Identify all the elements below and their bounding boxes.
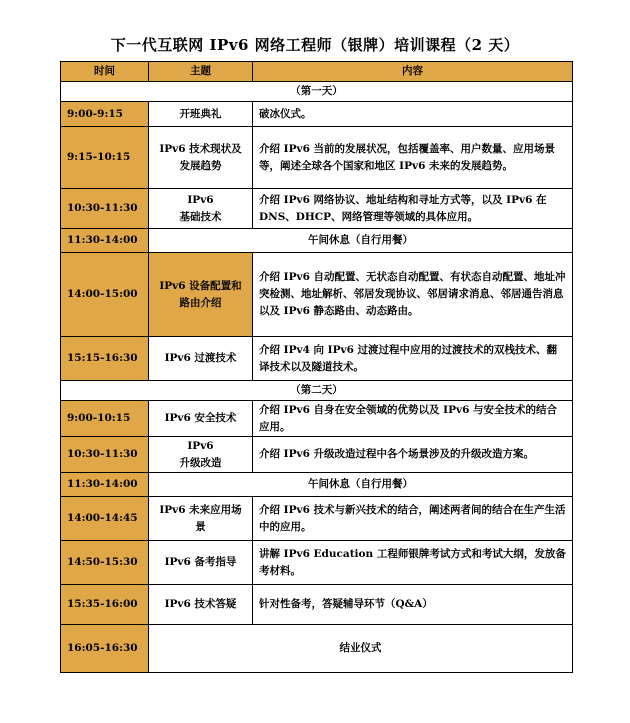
table-row xyxy=(61,189,573,229)
topic-cell: IPv6 技术现状及发展趋势 xyxy=(149,127,253,189)
topic-cell: 开班典礼 xyxy=(149,102,253,127)
schedule-table xyxy=(60,61,573,673)
page-title: 下一代互联网 IPv6 网络工程师（银牌）培训课程（2 天） xyxy=(110,36,520,54)
table-row xyxy=(61,401,573,437)
time-cell: 10:30-11:30 xyxy=(61,437,149,473)
table-row xyxy=(61,127,573,189)
topic-cell: IPv6 技术答疑 xyxy=(149,585,253,625)
closing-row xyxy=(61,625,573,673)
time-cell: 16:05-16:30 xyxy=(61,625,149,673)
content-cell: 介绍 IPv6 自身在安全领域的优势以及 IPv6 与安全技术的结合应用。 xyxy=(253,401,573,437)
content-cell: 介绍 IPv6 自动配置、无状态自动配置、有状态自动配置、地址冲突检测、地址解析、邻居发现协议、邻居请求消息、邻居通告消息以及 IPv6 静态路由、动态路由。 xyxy=(253,253,573,337)
closing-label: 结业仪式 xyxy=(149,625,573,673)
content-cell: 介绍 IPv4 向 IPv6 过渡过程中应用的过渡技术的双栈技术、翻译技术以及隧道技术。 xyxy=(253,337,573,381)
time-cell: 14:50-15:30 xyxy=(61,541,149,585)
header-time: 时间 xyxy=(61,62,149,82)
day-label: （第二天） xyxy=(61,381,573,401)
topic-cell: IPv6 设备配置和路由介绍 xyxy=(149,253,253,337)
time-cell: 9:15-10:15 xyxy=(61,127,149,189)
content-cell: 讲解 IPv6 Education 工程师银牌考试方式和考试大纲，发放备考材料。 xyxy=(253,541,573,585)
table-row xyxy=(61,253,573,337)
header-topic: 主题 xyxy=(149,62,253,82)
time-cell: 9:00-10:15 xyxy=(61,401,149,437)
content-cell: 介绍 IPv6 当前的发展状况，包括覆盖率、用户数量、应用场景等，阐述全球各个国家和地区 IPv6 未来的发展趋势。 xyxy=(253,127,573,189)
time-cell: 15:35-16:00 xyxy=(61,585,149,625)
table-row xyxy=(61,497,573,541)
time-cell: 14:00-15:00 xyxy=(61,253,149,337)
break-row xyxy=(61,473,573,497)
time-cell: 11:30-14:00 xyxy=(61,229,149,253)
table-row xyxy=(61,585,573,625)
time-cell: 11:30-14:00 xyxy=(61,473,149,497)
day-row xyxy=(61,381,573,401)
table-row xyxy=(61,102,573,127)
topic-cell: IPv6 安全技术 xyxy=(149,401,253,437)
content-cell: 介绍 IPv6 升级改造过程中各个场景涉及的升级改造方案。 xyxy=(253,437,573,473)
table-header-row xyxy=(61,62,573,82)
table-row xyxy=(61,541,573,585)
content-cell: 介绍 IPv6 技术与新兴技术的结合，阐述两者间的结合在生产生活中的应用。 xyxy=(253,497,573,541)
topic-cell: IPv6 基础技术 xyxy=(149,189,253,229)
topic-cell: IPv6 未来应用场景 xyxy=(149,497,253,541)
time-cell: 14:00-14:45 xyxy=(61,497,149,541)
time-cell: 10:30-11:30 xyxy=(61,189,149,229)
break-label: 午间休息（自行用餐） xyxy=(149,229,573,253)
day-row xyxy=(61,82,573,102)
table-row xyxy=(61,337,573,381)
time-cell: 9:00-9:15 xyxy=(61,102,149,127)
topic-cell: IPv6 升级改造 xyxy=(149,437,253,473)
schedule-body xyxy=(61,82,573,673)
content-cell: 介绍 IPv6 网络协议、地址结构和寻址方式等，以及 IPv6 在 DNS、DHCP、网络管理等领域的具体应用。 xyxy=(253,189,573,229)
content-cell: 针对性备考，答疑辅导环节（Q&A） xyxy=(253,585,573,625)
topic-cell: IPv6 备考指导 xyxy=(149,541,253,585)
time-cell: 15:15-16:30 xyxy=(61,337,149,381)
content-cell: 破冰仪式。 xyxy=(253,102,573,127)
break-row xyxy=(61,229,573,253)
header-content: 内容 xyxy=(253,62,573,82)
day-label: （第一天） xyxy=(61,82,573,102)
break-label: 午间休息（自行用餐） xyxy=(149,473,573,497)
table-row xyxy=(61,437,573,473)
topic-cell: IPv6 过渡技术 xyxy=(149,337,253,381)
